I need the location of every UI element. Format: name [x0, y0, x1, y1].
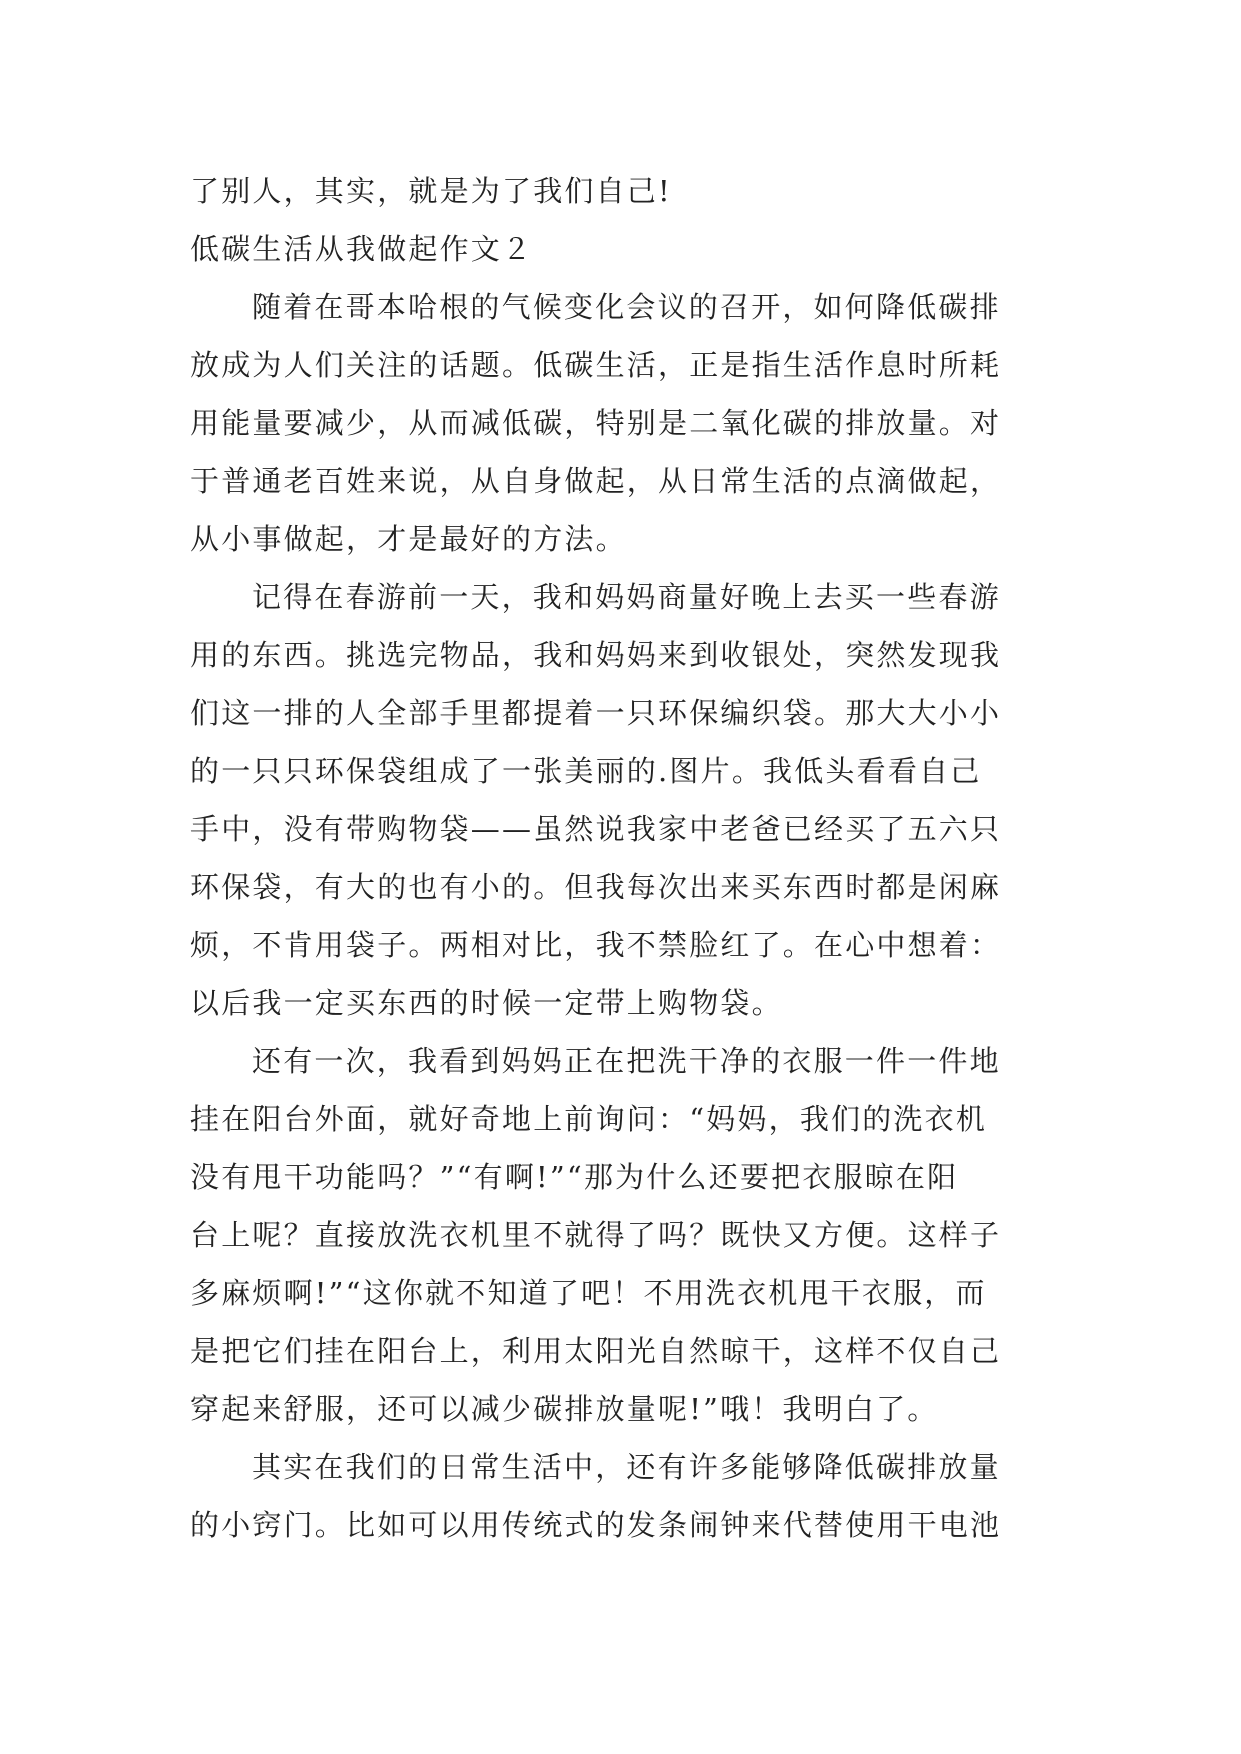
paragraph-line: 的一只只环保袋组成了一张美丽的.图片。我低头看看自己 — [190, 754, 982, 788]
paragraph-3 — [190, 1032, 1056, 1438]
paragraph-line: 随着在哥本哈根的气候变化会议的召开，如何降低碳排 — [252, 290, 1001, 324]
paragraph-1 — [190, 278, 1056, 568]
paragraph-line: 放成为人们关注的话题。低碳生活，正是指生活作息时所耗 — [190, 348, 1002, 382]
paragraph-line: 台上呢？直接放洗衣机里不就得了吗？既快又方便。这样子 — [190, 1218, 1002, 1252]
paragraph-line: 从小事做起，才是最好的方法。 — [190, 522, 627, 556]
paragraph-4 — [190, 1438, 1056, 1554]
paragraph-line: 们这一排的人全部手里都提着一只环保编织袋。那大大小小 — [190, 696, 1002, 730]
paragraph-line: 穿起来舒服，还可以减少碳排放量呢!”哦！我明白了。 — [190, 1392, 939, 1426]
paragraph-line: 于普通老百姓来说，从自身做起，从日常生活的点滴做起， — [190, 464, 1002, 498]
paragraph-line: 记得在春游前一天，我和妈妈商量好晚上去买一些春游 — [252, 580, 1001, 614]
paragraph-line: 环保袋，有大的也有小的。但我每次出来买东西时都是闲麻 — [190, 870, 1002, 904]
paragraph-line: 还有一次，我看到妈妈正在把洗干净的衣服一件一件地 — [252, 1044, 1001, 1078]
paragraph-line: 烦，不肯用袋子。两相对比，我不禁脸红了。在心中想着： — [190, 928, 1002, 962]
continuation-line: 了别人，其实，就是为了我们自己! — [190, 174, 672, 208]
paragraph-line: 以后我一定买东西的时候一定带上购物袋。 — [190, 986, 783, 1020]
document-body — [190, 162, 1056, 1554]
paragraph-line: 挂在阳台外面，就好奇地上前询问：“妈妈，我们的洗衣机 — [190, 1102, 988, 1136]
section-title: 低碳生活从我做起作文２ — [190, 232, 534, 266]
paragraph-line: 用的东西。挑选完物品，我和妈妈来到收银处，突然发现我 — [190, 638, 1002, 672]
paragraph-line: 的小窍门。比如可以用传统式的发条闹钟来代替使用干电池 — [190, 1508, 1002, 1542]
paragraph-line: 是把它们挂在阳台上，利用太阳光自然晾干，这样不仅自己 — [190, 1334, 1002, 1368]
paragraph-line: 其实在我们的日常生活中，还有许多能够降低碳排放量 — [252, 1450, 1001, 1484]
paragraph-line: 手中，没有带购物袋——虽然说我家中老爸已经买了五六只 — [190, 812, 1002, 846]
paragraph-line: 多麻烦啊!”“这你就不知道了吧！不用洗衣机甩干衣服，而 — [190, 1276, 987, 1310]
paragraph-2 — [190, 568, 1056, 1032]
paragraph-line: 用能量要减少，从而减低碳，特别是二氧化碳的排放量。对 — [190, 406, 1002, 440]
paragraph-line: 没有甩干功能吗？”“有啊!”“那为什么还要把衣服晾在阳 — [190, 1160, 959, 1194]
